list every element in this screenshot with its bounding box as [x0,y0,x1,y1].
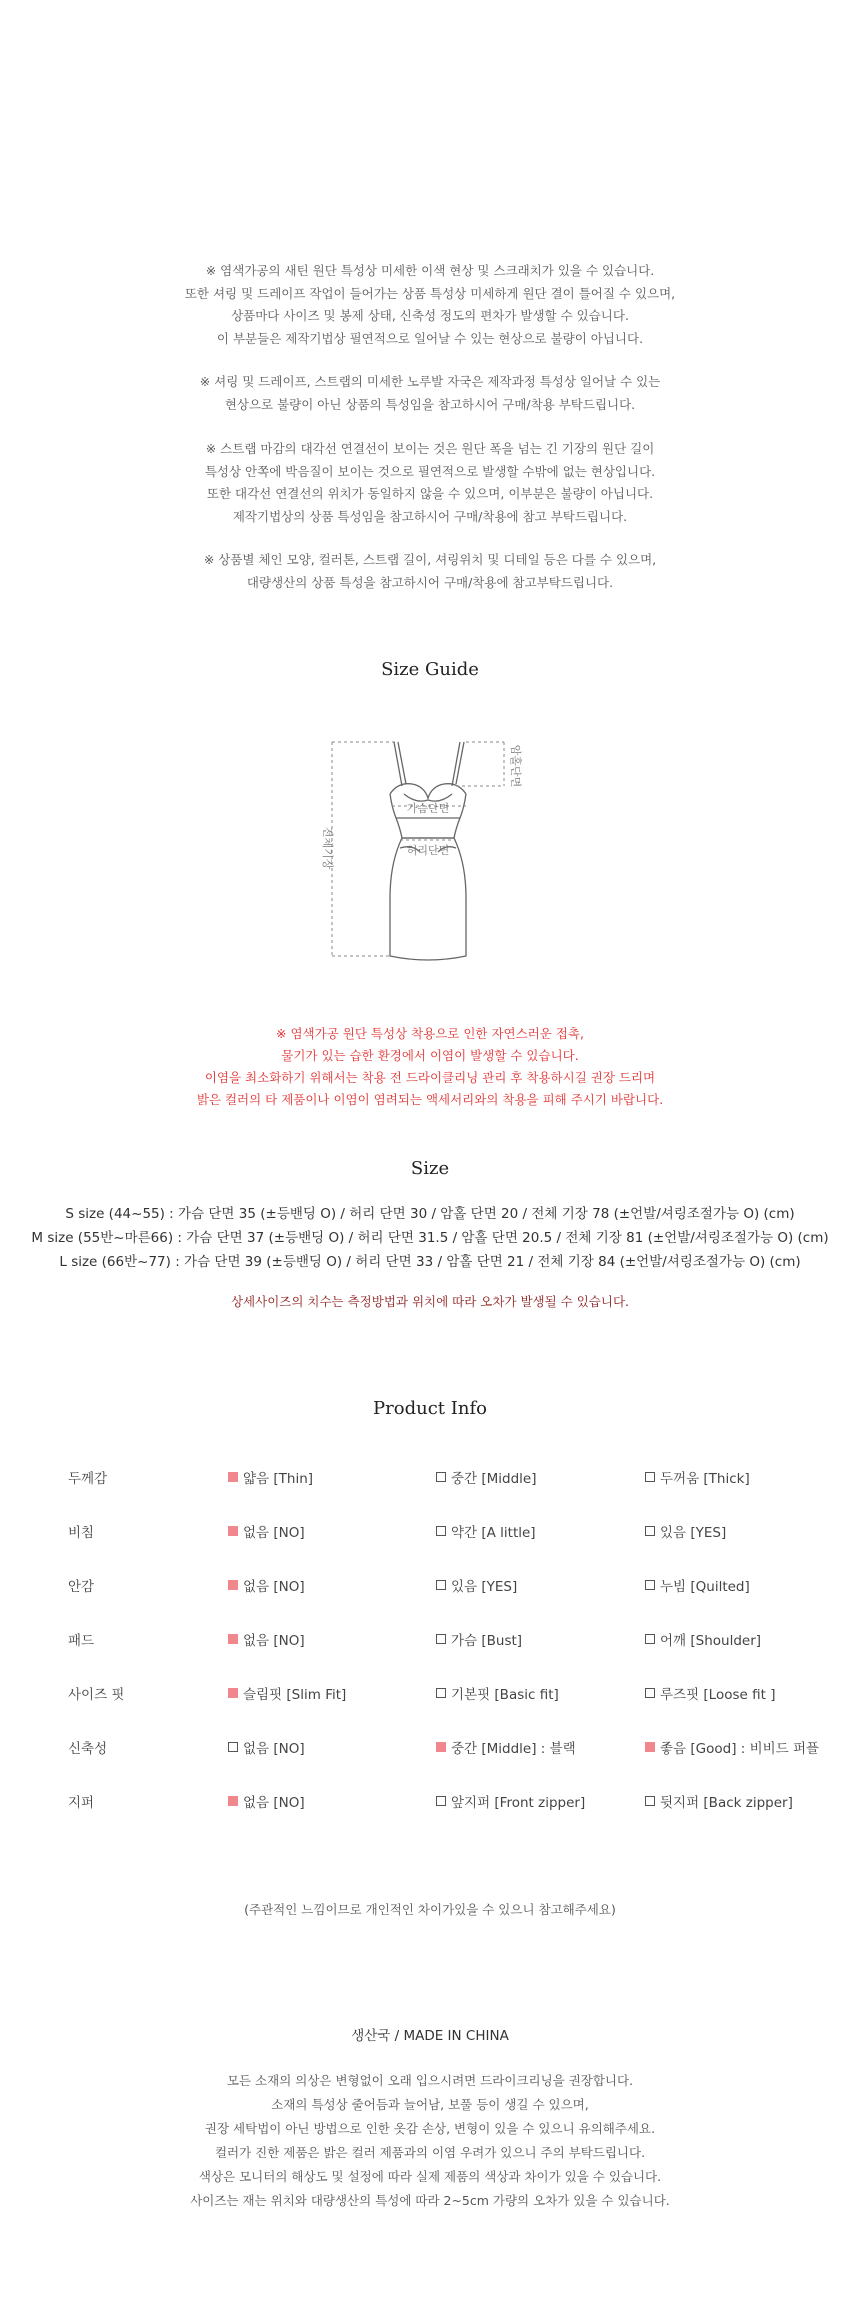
notice-satin [0,260,860,350]
notice-line: ※ 스트랩 마감의 대각선 연결선이 보이는 것은 원단 폭을 넘는 긴 기장의 원단 길이 [205,441,655,456]
info-label: 두께감 [68,1471,108,1487]
care-line: 사이즈는 재는 위치와 대량생산의 특성에 따라 2~5cm 가량의 오차가 있을 수 있습니다. [190,2193,670,2208]
notice-line: 특성상 안쪽에 박음질이 보이는 것으로 필연적으로 발생할 수밖에 없는 현상입니다. [204,463,656,479]
dress-strap-right-inner [456,742,464,784]
info-option: 누빔 [Quilted] [645,1575,750,1595]
strap-label: 암홀단면 [509,744,522,788]
subjective-note: (주관적인 느낌이므로 개인적인 차이가있을 수 있으니 참고해주세요) [244,1902,616,1917]
notice-chain [0,549,860,594]
notice-line: ※ 염색가공의 새틴 원단 특성상 미세한 이색 현상 및 스크래치가 있을 수 있습니다. [205,263,655,278]
notice-line: 현상으로 불량이 아닌 상품의 특성임을 참고하시어 구매/착용 부탁드립니다. [224,396,636,412]
notice-line: ※ 염색가공 원단 특성상 착용으로 인한 자연스러운 접촉, [276,1026,584,1041]
waist-label: 허리단면 [406,844,450,857]
dress-strap-right [452,742,460,786]
notice-shirring [0,371,860,416]
info-option: 있음 [YES] [645,1521,726,1541]
info-label: 안감 [68,1579,95,1595]
size-line-s: S size (44~55) : 가슴 단면 35 (±등밴딩 O) / 허리 단면 30 / 암홀 단면 20 / 전체 기장 78 (±언발/셔링조절가능 O) (cm) [65,1206,795,1222]
info-option: 어깨 [Shoulder] [645,1629,761,1649]
checkbox-checked-icon [228,1796,238,1806]
checkbox-empty-icon [645,1580,655,1590]
checkbox-empty-icon [436,1472,446,1482]
checkbox-checked-icon [228,1634,238,1644]
origin-country: 생산국 / MADE IN CHINA [351,2028,509,2044]
info-label: 지퍼 [68,1795,95,1811]
info-option: 없음 [NO] [228,1737,305,1757]
product-info-title: Product Info [373,1398,487,1419]
size-guide-title: Size Guide [381,659,479,680]
dress-strap-left [394,742,402,786]
checkbox-empty-icon [436,1526,446,1536]
checkbox-empty-icon [645,1634,655,1644]
info-option: 없음 [NO] [228,1521,305,1541]
checkbox-checked-icon [436,1742,446,1752]
info-row-fit [0,1683,860,1707]
notice-line: 제작기법상의 상품 특성임을 참고하시어 구매/착용에 참고 부탁드립니다. [232,508,628,524]
chest-label: 가슴단면 [406,802,450,815]
dress-size-diagram [320,728,520,968]
info-option: 기본핏 [Basic fit] [436,1683,559,1703]
info-option: 가슴 [Bust] [436,1629,522,1649]
care-line: 컬러가 진한 제품은 밝은 컬러 제품과의 이염 우려가 있으니 주의 부탁드립니다. [214,2145,646,2160]
info-option: 앞지퍼 [Front zipper] [436,1791,585,1811]
checkbox-checked-icon [228,1580,238,1590]
care-instructions [0,2069,860,2213]
care-line: 모든 소재의 의상은 변형없이 오래 입으시려면 드라이크리닝을 권장합니다. [226,2073,634,2088]
info-option: 없음 [NO] [228,1575,305,1595]
notice-line: 물기가 있는 습한 환경에서 이염이 발생할 수 있습니다. [281,1048,579,1063]
notice-line: ※ 상품별 체인 모양, 컬러톤, 스트랩 길이, 셔링위치 및 디테일 등은 다를 수 있으며, [203,552,657,567]
notice-line: ※ 셔링 및 드레이프, 스트랩의 미세한 노루발 자국은 제작과정 특성상 일어날 수 있는 [199,374,661,389]
info-row-lining [0,1575,860,1599]
care-line: 소재의 특성상 줄어듬과 늘어남, 보풀 등이 생길 수 있으며, [271,2097,589,2112]
size-list [0,1202,860,1274]
checkbox-checked-icon [228,1526,238,1536]
size-title: Size [410,1158,450,1179]
info-option: 좋음 [Good] : 비비드 퍼플 [645,1737,819,1757]
length-label: 전체기장 [321,826,334,870]
checkbox-empty-icon [645,1688,655,1698]
size-line-m: M size (55반~마른66) : 가슴 단면 37 (±등밴딩 O) / 허리 단면 31.5 / 암홀 단면 20.5 / 전체 기장 81 (±언발/셔링조절가능 O) (cm) [31,1230,829,1246]
info-row-pad [0,1629,860,1653]
checkbox-empty-icon [436,1634,446,1644]
info-option: 중간 [Middle] [436,1467,537,1487]
notice-line: 밝은 컬러의 타 제품이나 이염이 염려되는 액세서리와의 착용을 피해 주시기 바랍니다. [196,1092,664,1107]
notice-line: 또한 대각선 연결선의 위치가 동일하지 않을 수 있으며, 이부분은 불량이 아닙니다. [206,486,654,501]
dye-transfer-notice [0,1023,860,1111]
info-row-stretch [0,1737,860,1761]
size-line-l: L size (66반~77) : 가슴 단면 39 (±등밴딩 O) / 허리 단면 33 / 암홀 단면 21 / 전체 기장 84 (±언발/셔링조절가능 O) (cm) [59,1254,801,1270]
info-option: 뒷지퍼 [Back zipper] [645,1791,793,1811]
dress-strap-left-inner [398,742,406,784]
checkbox-empty-icon [436,1580,446,1590]
dress-waist [396,818,460,838]
checkbox-empty-icon [436,1688,446,1698]
info-row-thickness [0,1467,860,1491]
notice-line: 또한 셔링 및 드레이프 작업이 들어가는 상품 특성상 미세하게 원단 결이 틀어질 수 있으며, [184,285,676,301]
checkbox-empty-icon [645,1796,655,1806]
info-row-sheerness [0,1521,860,1545]
notice-line: 대량생산의 상품 특성을 참고하시어 구매/착용에 참고부탁드립니다. [246,574,614,590]
checkbox-empty-icon [228,1742,238,1752]
info-option: 없음 [NO] [228,1629,305,1649]
info-option: 얇음 [Thin] [228,1467,313,1487]
notice-strap [0,438,860,528]
info-option: 슬림핏 [Slim Fit] [228,1683,346,1703]
info-label: 사이즈 핏 [68,1687,125,1703]
info-option: 루즈핏 [Loose fit ] [645,1683,775,1703]
notice-line: 상품마다 사이즈 및 봉제 상태, 신축성 정도의 편차가 발생할 수 있습니다. [231,308,629,323]
care-line: 색상은 모니터의 해상도 및 설정에 따라 실제 제품의 색상과 차이가 있을 수 있습니다. [198,2169,662,2184]
notice-line: 이 부분들은 제작기법상 필연적으로 일어날 수 있는 현상으로 불량이 아닙니다. [216,330,644,346]
info-option: 약간 [A little] [436,1521,536,1541]
checkbox-empty-icon [645,1472,655,1482]
info-label: 패드 [68,1633,95,1649]
checkbox-checked-icon [645,1742,655,1752]
info-option: 있음 [YES] [436,1575,517,1595]
info-label: 신축성 [68,1741,108,1757]
care-line: 권장 세탁법이 아닌 방법으로 인한 옷감 손상, 변형이 있을 수 있으니 유의해주세요. [204,2121,656,2136]
checkbox-checked-icon [228,1688,238,1698]
info-row-zipper [0,1791,860,1815]
notice-line: 이염을 최소화하기 위해서는 착용 전 드라이클리닝 관리 후 착용하시길 권장 드리며 [204,1070,656,1085]
size-warning: 상세사이즈의 치수는 측정방법과 위치에 따라 오차가 발생될 수 있습니다. [230,1294,629,1309]
checkbox-empty-icon [645,1526,655,1536]
info-option: 없음 [NO] [228,1791,305,1811]
info-option: 중간 [Middle] : 블랙 [436,1737,576,1757]
checkbox-checked-icon [228,1472,238,1482]
info-label: 비침 [68,1525,95,1541]
checkbox-empty-icon [436,1796,446,1806]
info-option: 두꺼움 [Thick] [645,1467,750,1487]
